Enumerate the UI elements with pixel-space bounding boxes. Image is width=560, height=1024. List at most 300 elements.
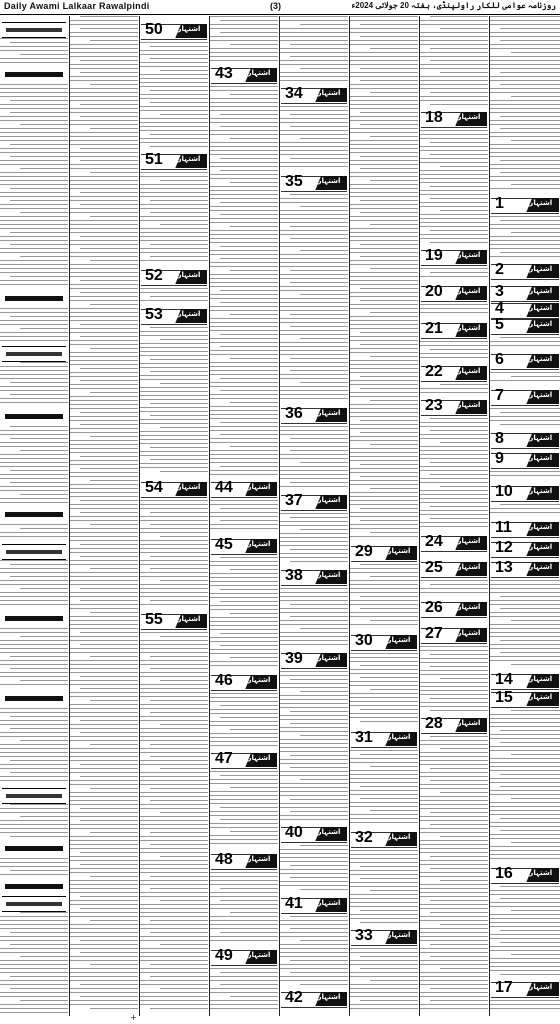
text-line [220,422,278,423]
text-line [0,442,68,443]
text-line [70,416,138,417]
text-line [420,392,488,393]
text-line [420,426,488,427]
text-line [210,52,278,53]
notice-label: اشتہار [317,496,341,504]
text-line [70,960,138,961]
notice-body-text [280,194,348,404]
headline-text [5,72,64,77]
text-line [70,428,138,429]
text-line [490,814,560,815]
text-line [420,964,488,965]
text-line [420,345,488,346]
text-line [90,832,138,833]
text-line [210,326,278,327]
text-line [0,874,68,875]
notice-body-text [420,341,488,362]
text-line [0,916,68,917]
text-line [80,588,138,589]
text-line [490,962,560,963]
text-line [420,1004,488,1005]
text-line [210,629,278,630]
text-line [350,364,418,365]
text-line [140,252,208,253]
text-line [90,612,138,613]
text-line [280,478,348,479]
notice-body-text [280,588,348,649]
text-line [150,359,208,360]
text-line [490,588,560,589]
text-line [0,648,68,649]
text-line [280,398,348,399]
notice-label: اشتہار [317,654,341,662]
notice-label: اشتہار [387,931,411,939]
text-line [280,80,348,81]
text-line [0,1004,68,1005]
text-line [280,246,348,247]
text-line [10,244,68,245]
text-line [150,102,208,103]
text-line [280,783,348,784]
text-line [140,916,208,917]
text-line [490,782,560,783]
text-line [70,80,138,81]
text-line [210,928,278,929]
text-line [230,314,278,315]
text-line [70,636,138,637]
text-line [70,1000,138,1001]
text-line [350,16,418,17]
notice-number: 17 [495,979,513,996]
text-line [80,116,138,117]
text-line [150,556,208,557]
text-line [210,625,278,626]
text-line [420,908,488,909]
text-line [280,703,348,704]
news-headline [2,292,66,304]
text-line [420,888,488,889]
text-line [70,836,138,837]
text-line [80,984,138,985]
text-line [210,274,278,275]
text-line [420,450,488,451]
text-line [70,780,138,781]
notice-number: 30 [355,632,373,649]
text-line [220,633,278,634]
text-line [70,220,138,221]
text-line [0,92,68,93]
text-line [490,100,560,101]
text-line [70,576,138,577]
text-line [280,948,348,949]
text-line [350,84,418,85]
text-line [210,843,278,844]
text-line [10,382,68,383]
text-line [280,146,348,147]
text-line [300,735,348,736]
text-line [220,126,278,127]
text-line [0,120,68,121]
notice-body-text [490,471,560,482]
notice-number: 20 [425,283,443,300]
text-line [70,748,138,749]
text-line [150,256,208,257]
text-line [210,992,278,993]
text-line [70,440,138,441]
text-line [350,404,418,405]
text-line [490,906,560,907]
text-line [210,573,278,574]
text-line [280,110,348,111]
text-line [140,204,208,205]
news-headline [2,22,66,38]
text-line [20,168,68,169]
text-line [280,214,348,215]
text-line [140,351,208,352]
text-line [140,552,208,553]
text-line [210,250,278,251]
text-line [140,928,208,929]
text-line [150,146,208,147]
text-line [70,948,138,949]
notice-banner [211,751,277,769]
text-line [440,748,488,749]
text-line [220,508,278,509]
text-line [80,292,138,293]
text-line [0,960,68,961]
text-line [350,60,418,61]
text-line [70,64,138,65]
text-line [0,458,68,459]
text-line [430,230,488,231]
text-line [430,868,488,869]
text-line [350,948,418,949]
text-line [490,1008,560,1009]
notice-number: 53 [145,306,163,323]
text-line [420,784,488,785]
text-line [350,336,418,337]
text-line [0,536,68,537]
text-line [140,764,208,765]
text-line [140,455,208,456]
text-line [290,56,348,57]
text-line [420,422,488,423]
text-line [210,210,278,211]
notice-label: اشتہار [177,615,201,623]
text-line [210,282,278,283]
text-line [280,306,348,307]
text-line [210,374,278,375]
text-line [430,104,488,105]
text-line [430,242,488,243]
notice-number: 55 [145,611,163,628]
text-line [280,600,348,601]
text-line [420,276,488,277]
text-line [140,54,208,55]
headline-text [6,352,62,356]
text-line [350,902,418,903]
text-line [0,972,68,973]
text-line [70,268,138,269]
text-line [140,451,208,452]
text-line [210,1000,278,1001]
text-line [490,244,560,245]
text-line [160,383,208,384]
text-line [140,672,208,673]
text-line [420,848,488,849]
text-line [350,504,418,505]
text-line [360,24,418,25]
notice-label: اشتہار [317,89,341,97]
text-line [70,484,138,485]
text-line [0,390,68,391]
notice-label: اشتہار [529,487,553,495]
text-line [220,984,278,985]
text-line [490,746,560,747]
text-line [290,916,348,917]
text-line [0,462,68,463]
text-line [511,754,560,755]
text-line [140,972,208,973]
notice-label: اشتہار [247,69,271,77]
text-line [0,660,68,661]
text-line [350,685,418,686]
text-line [511,798,560,799]
text-line [70,792,138,793]
text-line [210,597,278,598]
text-line [140,172,208,173]
text-line [0,320,68,321]
text-line [90,788,138,789]
text-line [290,517,348,518]
text-line [230,402,278,403]
text-line [500,930,560,931]
text-line [70,900,138,901]
text-line [70,824,138,825]
text-line [350,806,418,807]
text-line [140,208,208,209]
text-line [210,286,278,287]
text-line [70,816,138,817]
text-line [280,715,348,716]
text-line [20,956,68,957]
text-line [210,406,278,407]
text-line [210,474,278,475]
text-line [0,192,68,193]
text-line [140,808,208,809]
text-line [500,28,560,29]
text-line [80,908,138,909]
text-line [0,652,68,653]
notice-label: اشتہار [457,113,481,121]
text-line [220,705,278,706]
text-line [350,472,418,473]
text-line [70,228,138,229]
text-line [70,88,138,89]
text-line [440,210,488,211]
text-line [280,166,348,167]
text-line [280,76,348,77]
text-line [490,604,560,605]
text-line [140,118,208,119]
text-line [210,386,278,387]
text-line [140,996,208,997]
text-line [490,20,560,21]
text-line [90,700,138,701]
text-line [350,770,418,771]
text-line [350,794,418,795]
text-line [70,492,138,493]
notice-body-text [0,560,68,610]
text-line [350,116,418,117]
text-line [0,224,68,225]
text-line [10,716,68,717]
text-line [280,819,348,820]
text-line [430,48,488,49]
text-line [70,696,138,697]
notice-number: 24 [425,533,443,550]
text-line [280,390,348,391]
text-line [140,980,208,981]
notice-banner [421,321,487,339]
text-line [280,795,348,796]
text-line [350,758,418,759]
notice-label: اشتہار [177,271,201,279]
notice-number: 40 [285,824,303,841]
notice-banner [491,560,559,578]
text-line [210,28,278,29]
text-line [90,392,138,393]
text-line [150,568,208,569]
text-line [70,332,138,333]
text-line [290,711,348,712]
notice-label: اشتہار [529,287,553,295]
text-line [350,380,418,381]
text-line [350,906,418,907]
text-line [210,330,278,331]
text-line [140,584,208,585]
text-line [420,744,488,745]
notice-number: 44 [215,479,233,496]
text-line [150,788,208,789]
text-line [210,737,278,738]
text-line [350,1008,418,1009]
text-line [220,246,278,247]
text-line [300,338,348,339]
notice-body-text [420,580,488,598]
text-line [70,188,138,189]
notice-label: اشتہار [529,563,553,571]
text-line [0,708,68,709]
text-line [80,192,138,193]
text-line [220,601,278,602]
text-line [210,637,278,638]
text-line [150,403,208,404]
text-line [210,892,278,893]
text-line [210,398,278,399]
text-line [220,346,278,347]
text-line [0,632,68,633]
notice-banner [491,484,559,502]
text-line [350,236,418,237]
text-line [420,150,488,151]
text-line [150,296,208,297]
text-line [70,240,138,241]
text-line [300,24,348,25]
text-line [500,830,560,831]
text-line [210,366,278,367]
text-line [150,832,208,833]
text-line [70,288,138,289]
text-line [280,278,348,279]
text-line [490,644,560,645]
text-line [290,723,348,724]
text-line [140,596,208,597]
text-line [280,222,348,223]
notice-label: اشتہار [387,833,411,841]
notice-body-text [140,327,208,478]
text-line [290,877,348,878]
text-line [420,56,488,57]
headline-text [5,512,64,517]
text-line [370,444,418,445]
text-line [360,677,418,678]
text-line [140,411,208,412]
notice-number: 12 [495,539,513,556]
text-line [10,870,68,871]
text-line [210,876,278,877]
notice-banner [421,626,487,644]
text-line [350,260,418,261]
text-line [210,980,278,981]
text-line [420,36,488,37]
text-line [0,62,68,63]
text-line [511,910,560,911]
text-line [490,156,560,157]
column-divider [209,16,210,1016]
text-line [280,394,348,395]
text-line [20,912,68,913]
text-line [70,272,138,273]
text-line [10,836,68,837]
text-line [430,710,488,711]
text-line [280,302,348,303]
notice-body-text [0,308,68,344]
text-line [350,673,418,674]
text-line [140,407,208,408]
text-line [490,926,560,927]
text-line [350,886,418,887]
text-line [80,324,138,325]
text-line [490,762,560,763]
text-line [140,896,208,897]
text-line [0,858,68,859]
text-line [490,216,560,217]
text-line [420,646,488,647]
text-line [80,236,138,237]
column-divider [69,16,70,1016]
text-line [280,739,348,740]
text-line [420,194,488,195]
text-line [280,470,348,471]
text-line [70,276,138,277]
text-line [150,876,208,877]
text-line [420,588,488,589]
text-line [0,172,68,173]
text-line [360,520,418,521]
text-line [0,466,68,467]
text-line [360,344,418,345]
